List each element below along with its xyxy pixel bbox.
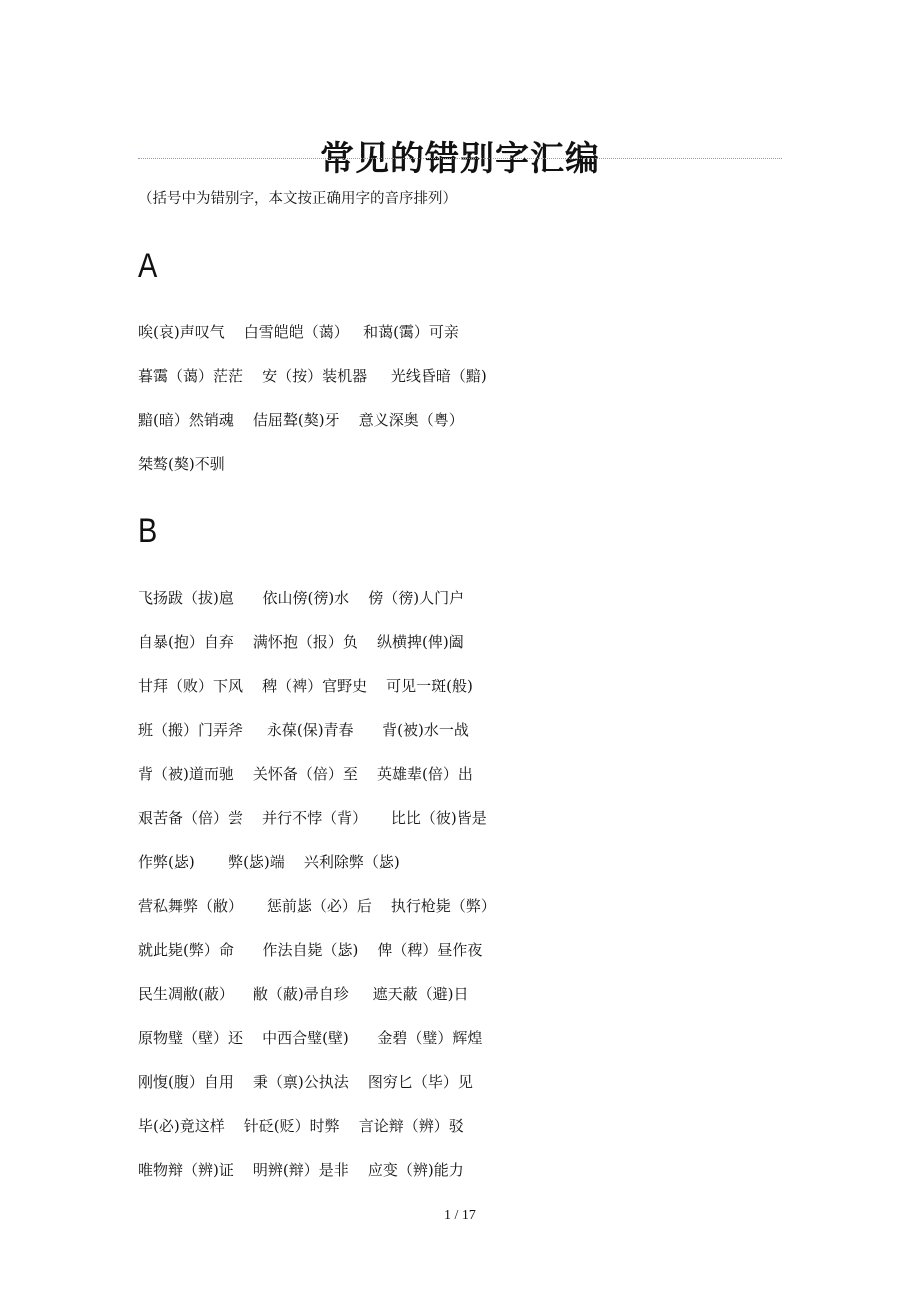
entry-line: 背（被)道而驰 关怀备（倍）至 英雄辈(倍）出 <box>138 765 473 783</box>
entry-line: 暮霭（蔼）茫茫 安（按）装机器 光线昏暗（黯) <box>138 367 487 385</box>
entry-line: 毕(必)竟这样 针砭(贬）时弊 言论辩（辨）驳 <box>138 1117 464 1135</box>
entry-line: 飞扬跋（拔)扈 依山傍(徬)水 傍（徬)人门户 <box>138 589 465 607</box>
entry-line: 作弊(毖) 弊(毖)端 兴利除弊（毖) <box>138 853 400 871</box>
entry-line: 艰苦备（倍）尝 并行不悖（背） 比比（彼)皆是 <box>138 809 487 827</box>
entry-line: 营私舞弊（敝） 惩前毖（必）后 执行枪毙（弊） <box>138 897 496 915</box>
entry-line: 唉(哀)声叹气 白雪皑皑（蔼） 和蔼(霭）可亲 <box>138 323 459 341</box>
page-number: 1 / 17 <box>444 1208 476 1223</box>
document-title: 常见的错别字汇编 <box>320 138 600 179</box>
document-note: （括号中为错别字，本文按正确用字的音序排列） <box>138 191 457 207</box>
entry-line: 刚愎(腹）自用 秉（禀)公执法 图穷匕（毕）见 <box>138 1073 473 1091</box>
entry-line: 就此毙(弊）命 作法自毙（毖) 俾（稗）昼作夜 <box>138 941 483 959</box>
section-a-heading: A <box>138 247 158 285</box>
entry-line: 民生凋敝(蔽） 敝（蔽)帚自珍 遮天蔽（避)日 <box>138 985 469 1003</box>
entry-line: 唯物辩（辨)证 明辨(辩）是非 应变（辨)能力 <box>138 1161 464 1179</box>
title-divider <box>138 158 782 159</box>
entry-line: 自暴(抱）自弃 满怀抱（报）负 纵横捭(俾)阖 <box>138 633 464 651</box>
entry-line: 班（搬）门弄斧 永葆(保)青春 背(被)水一战 <box>138 721 469 739</box>
section-b-list <box>138 586 496 1202</box>
entry-line: 桀骜(獒)不驯 <box>138 455 225 473</box>
section-a-list <box>138 320 487 496</box>
entry-line: 甘拜（败）下风 稗（裨）官野史 可见一斑(般) <box>138 677 473 695</box>
entry-line: 黯(暗）然销魂 佶屈聱(獒)牙 意义深奥（粤） <box>138 411 464 429</box>
entry-line: 原物璧（壁）还 中西合璧(壁) 金碧（璧）辉煌 <box>138 1029 483 1047</box>
section-b-heading: B <box>138 512 158 550</box>
